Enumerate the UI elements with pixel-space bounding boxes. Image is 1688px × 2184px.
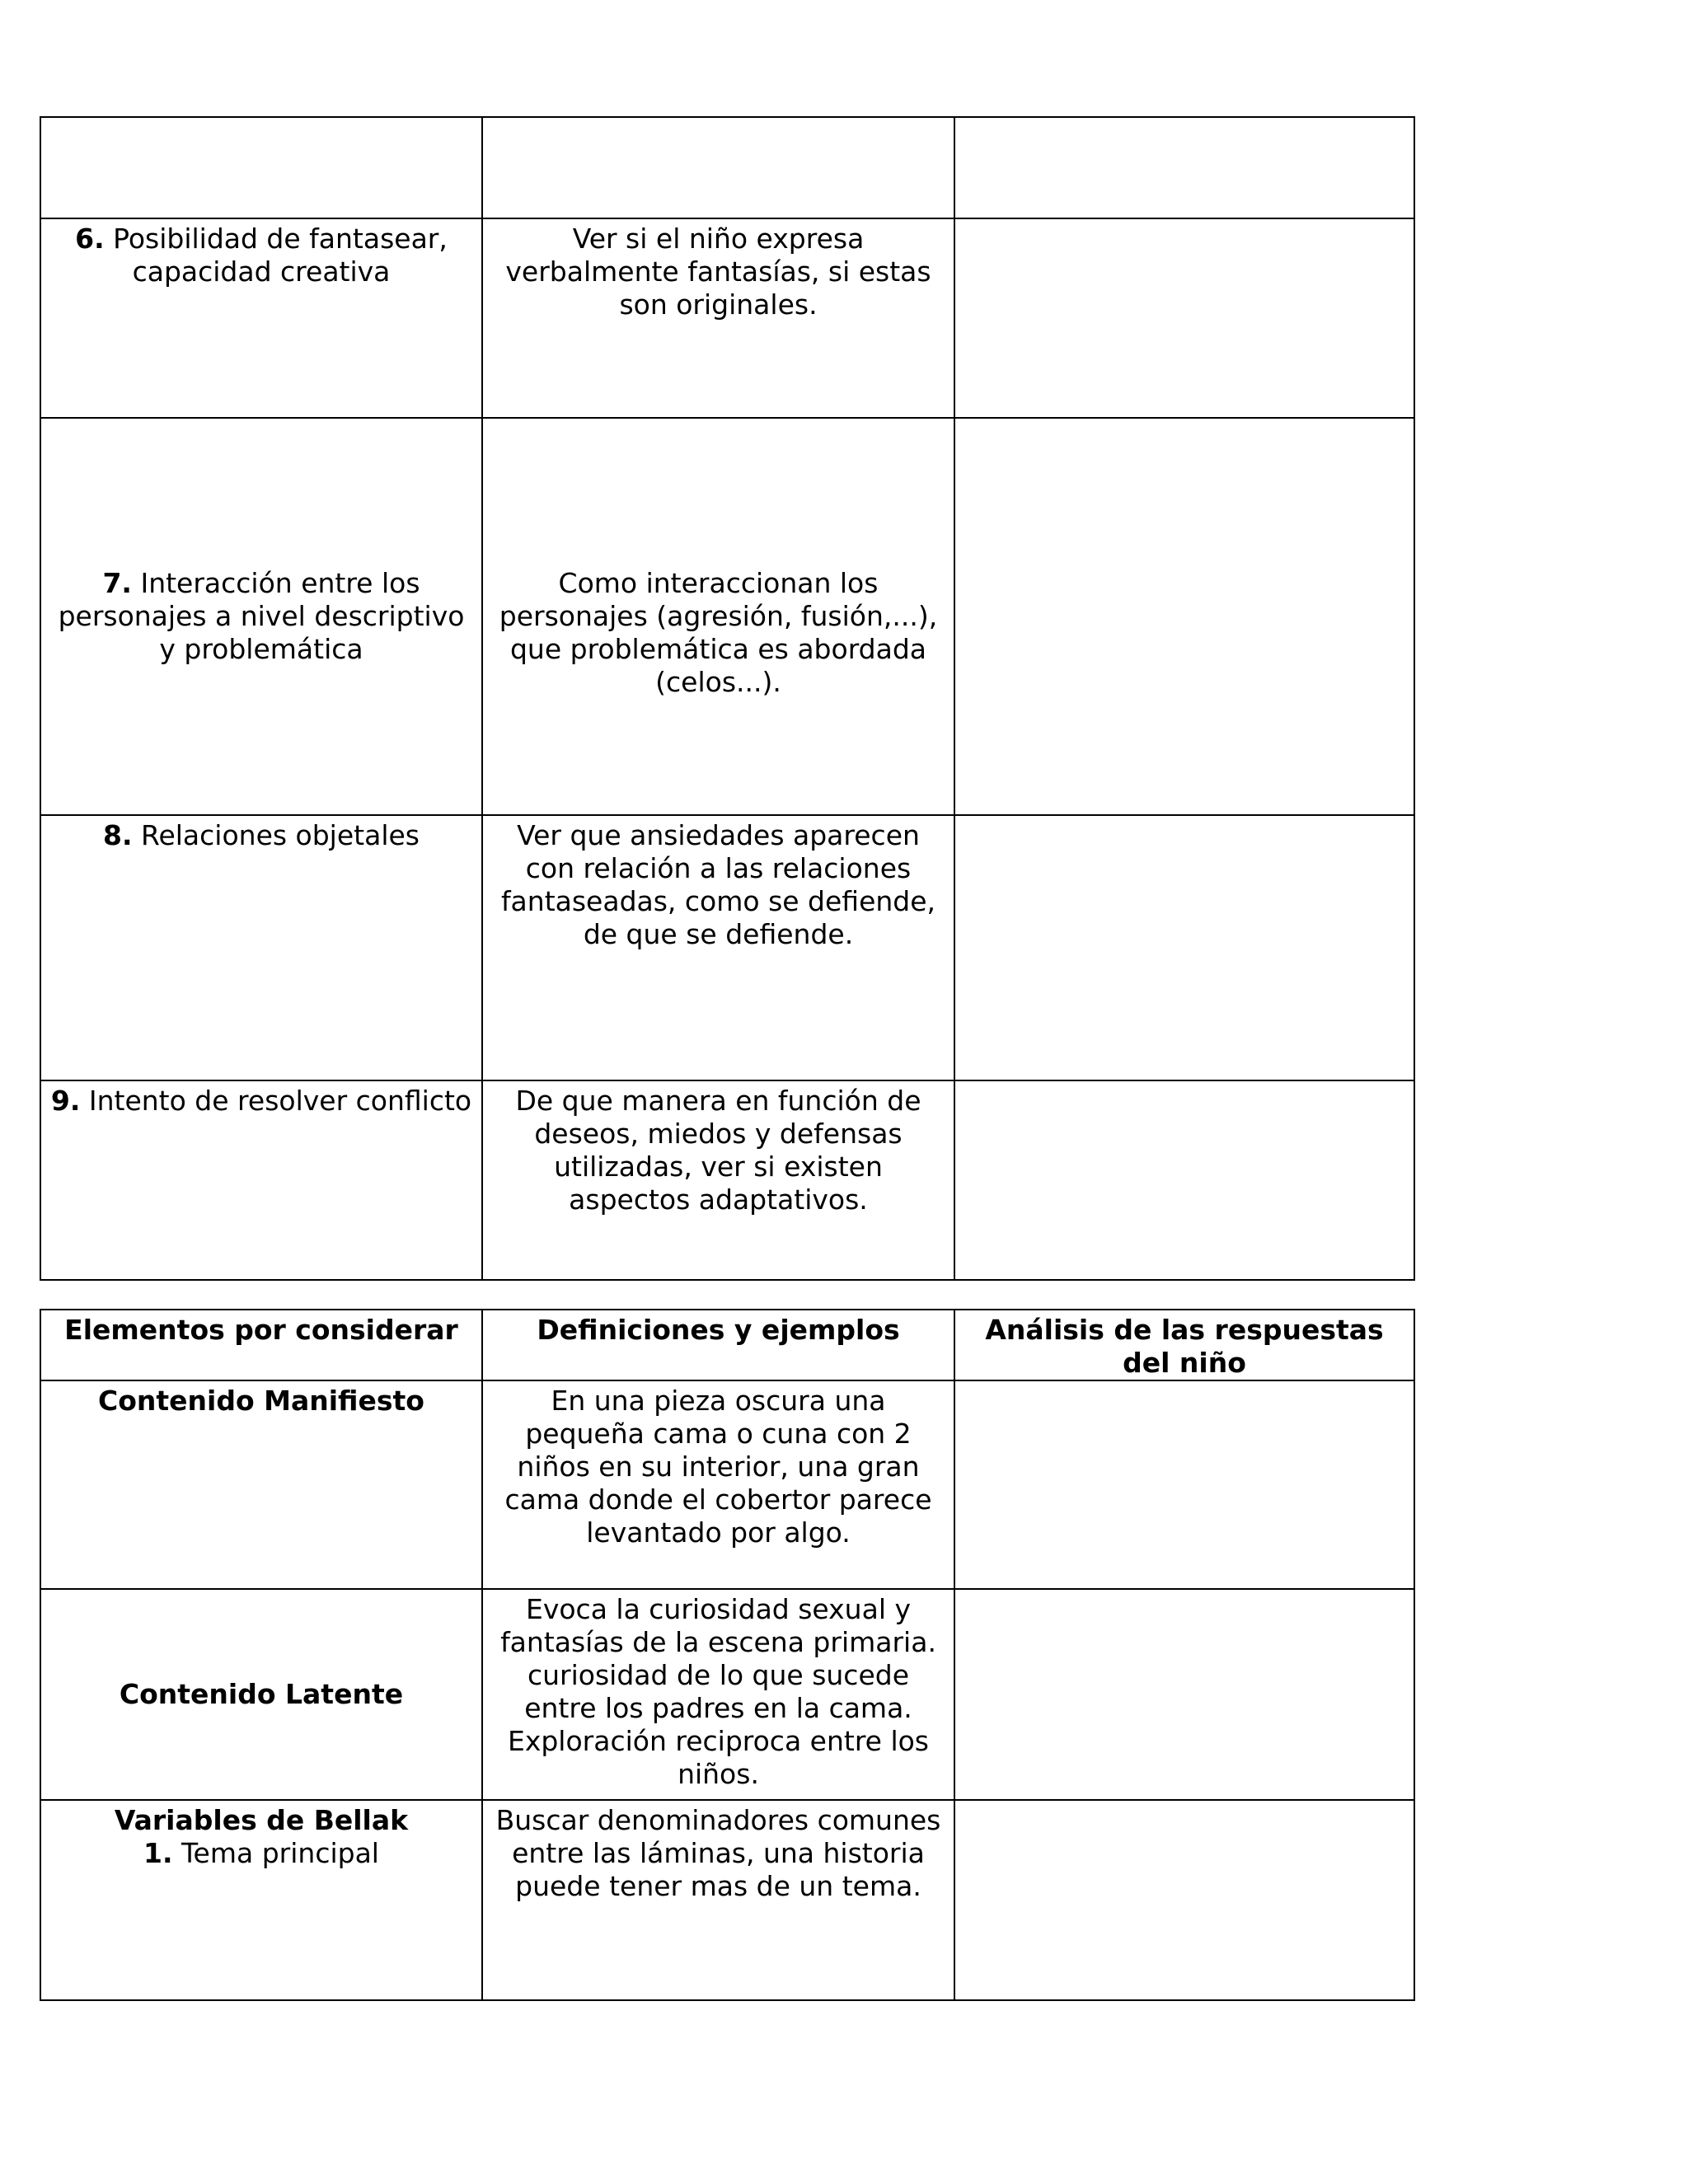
item-number: 7.	[102, 567, 132, 599]
table-row	[40, 117, 1414, 218]
element-cell	[40, 418, 482, 815]
definition-cell	[482, 418, 954, 815]
analysis-cell	[954, 218, 1414, 418]
analysis-cell	[954, 815, 1414, 1080]
element-cell	[40, 117, 482, 218]
column-header-definitions: Definiciones y ejemplos	[482, 1310, 954, 1380]
analysis-cell	[954, 117, 1414, 218]
definition-cell: Ver si el niño expresa verbalmente fantasías, si estas son originales.	[482, 218, 954, 418]
item-number: 6.	[75, 223, 105, 255]
definition-cell	[482, 117, 954, 218]
section-title: Variables de Bellak	[114, 1804, 409, 1836]
element-cell	[40, 815, 482, 1080]
item-label: Posibilidad de fantasear, capacidad creativa	[104, 223, 448, 288]
definition-cell: De que manera en función de deseos, miedos y defensas utilizadas, ver si existen aspectos adaptativos.	[482, 1080, 954, 1280]
item-label: Relaciones objetales	[132, 819, 420, 851]
item-label: Tema principal	[172, 1837, 379, 1869]
table-row	[40, 418, 1414, 815]
item-label: Intento de resolver conflicto	[80, 1085, 472, 1117]
definition-cell: En una pieza oscura una pequeña cama o cuna con 2 niños en su interior, una gran cama donde el cobertor parece levantado por algo.	[482, 1380, 954, 1589]
definition-text: Como interaccionan los personajes (agresión, fusión,...), que problemática es abordada (celos...).	[499, 567, 938, 698]
analysis-cell	[954, 1800, 1414, 2000]
analysis-cell	[954, 418, 1414, 815]
definition-text: Evoca la curiosidad sexual y fantasías de la escena primaria. curiosidad de lo que sucede entre los padres en la cama.	[500, 1593, 936, 1724]
element-cell	[40, 1800, 482, 2000]
element-cell: Contenido Latente	[40, 1589, 482, 1800]
table-row	[40, 1589, 1414, 1800]
evaluation-table-continued	[40, 116, 1415, 1281]
table-row	[40, 815, 1414, 1080]
definition-cell: Buscar denominadores comunes entre las láminas, una historia puede tener mas de un tema.	[482, 1800, 954, 2000]
definition-text: Exploración reciproca entre los niños.	[507, 1725, 930, 1790]
table-row	[40, 218, 1414, 418]
table-row	[40, 1800, 1414, 2000]
element-cell	[40, 218, 482, 418]
element-cell: Contenido Manifiesto	[40, 1380, 482, 1589]
table-row	[40, 1080, 1414, 1280]
element-cell	[40, 1080, 482, 1280]
definition-cell	[482, 1589, 954, 1800]
analysis-cell	[954, 1080, 1414, 1280]
analysis-cell	[954, 1380, 1414, 1589]
evaluation-table	[40, 1309, 1415, 2001]
item-label: Interacción entre los personajes a nivel descriptivo y problemática	[58, 567, 465, 665]
analysis-cell	[954, 1589, 1414, 1800]
column-header-analysis: Análisis de las respuestas del niño	[954, 1310, 1414, 1380]
table-row	[40, 1380, 1414, 1589]
item-number: 9.	[50, 1085, 81, 1117]
column-header-elements: Elementos por considerar	[40, 1310, 482, 1380]
definition-cell: Ver que ansiedades aparecen con relación a las relaciones fantaseadas, como se defiende, de que se defiende.	[482, 815, 954, 1080]
item-number: 1.	[143, 1837, 173, 1869]
table-header-row	[40, 1310, 1414, 1380]
item-number: 8.	[103, 819, 133, 851]
